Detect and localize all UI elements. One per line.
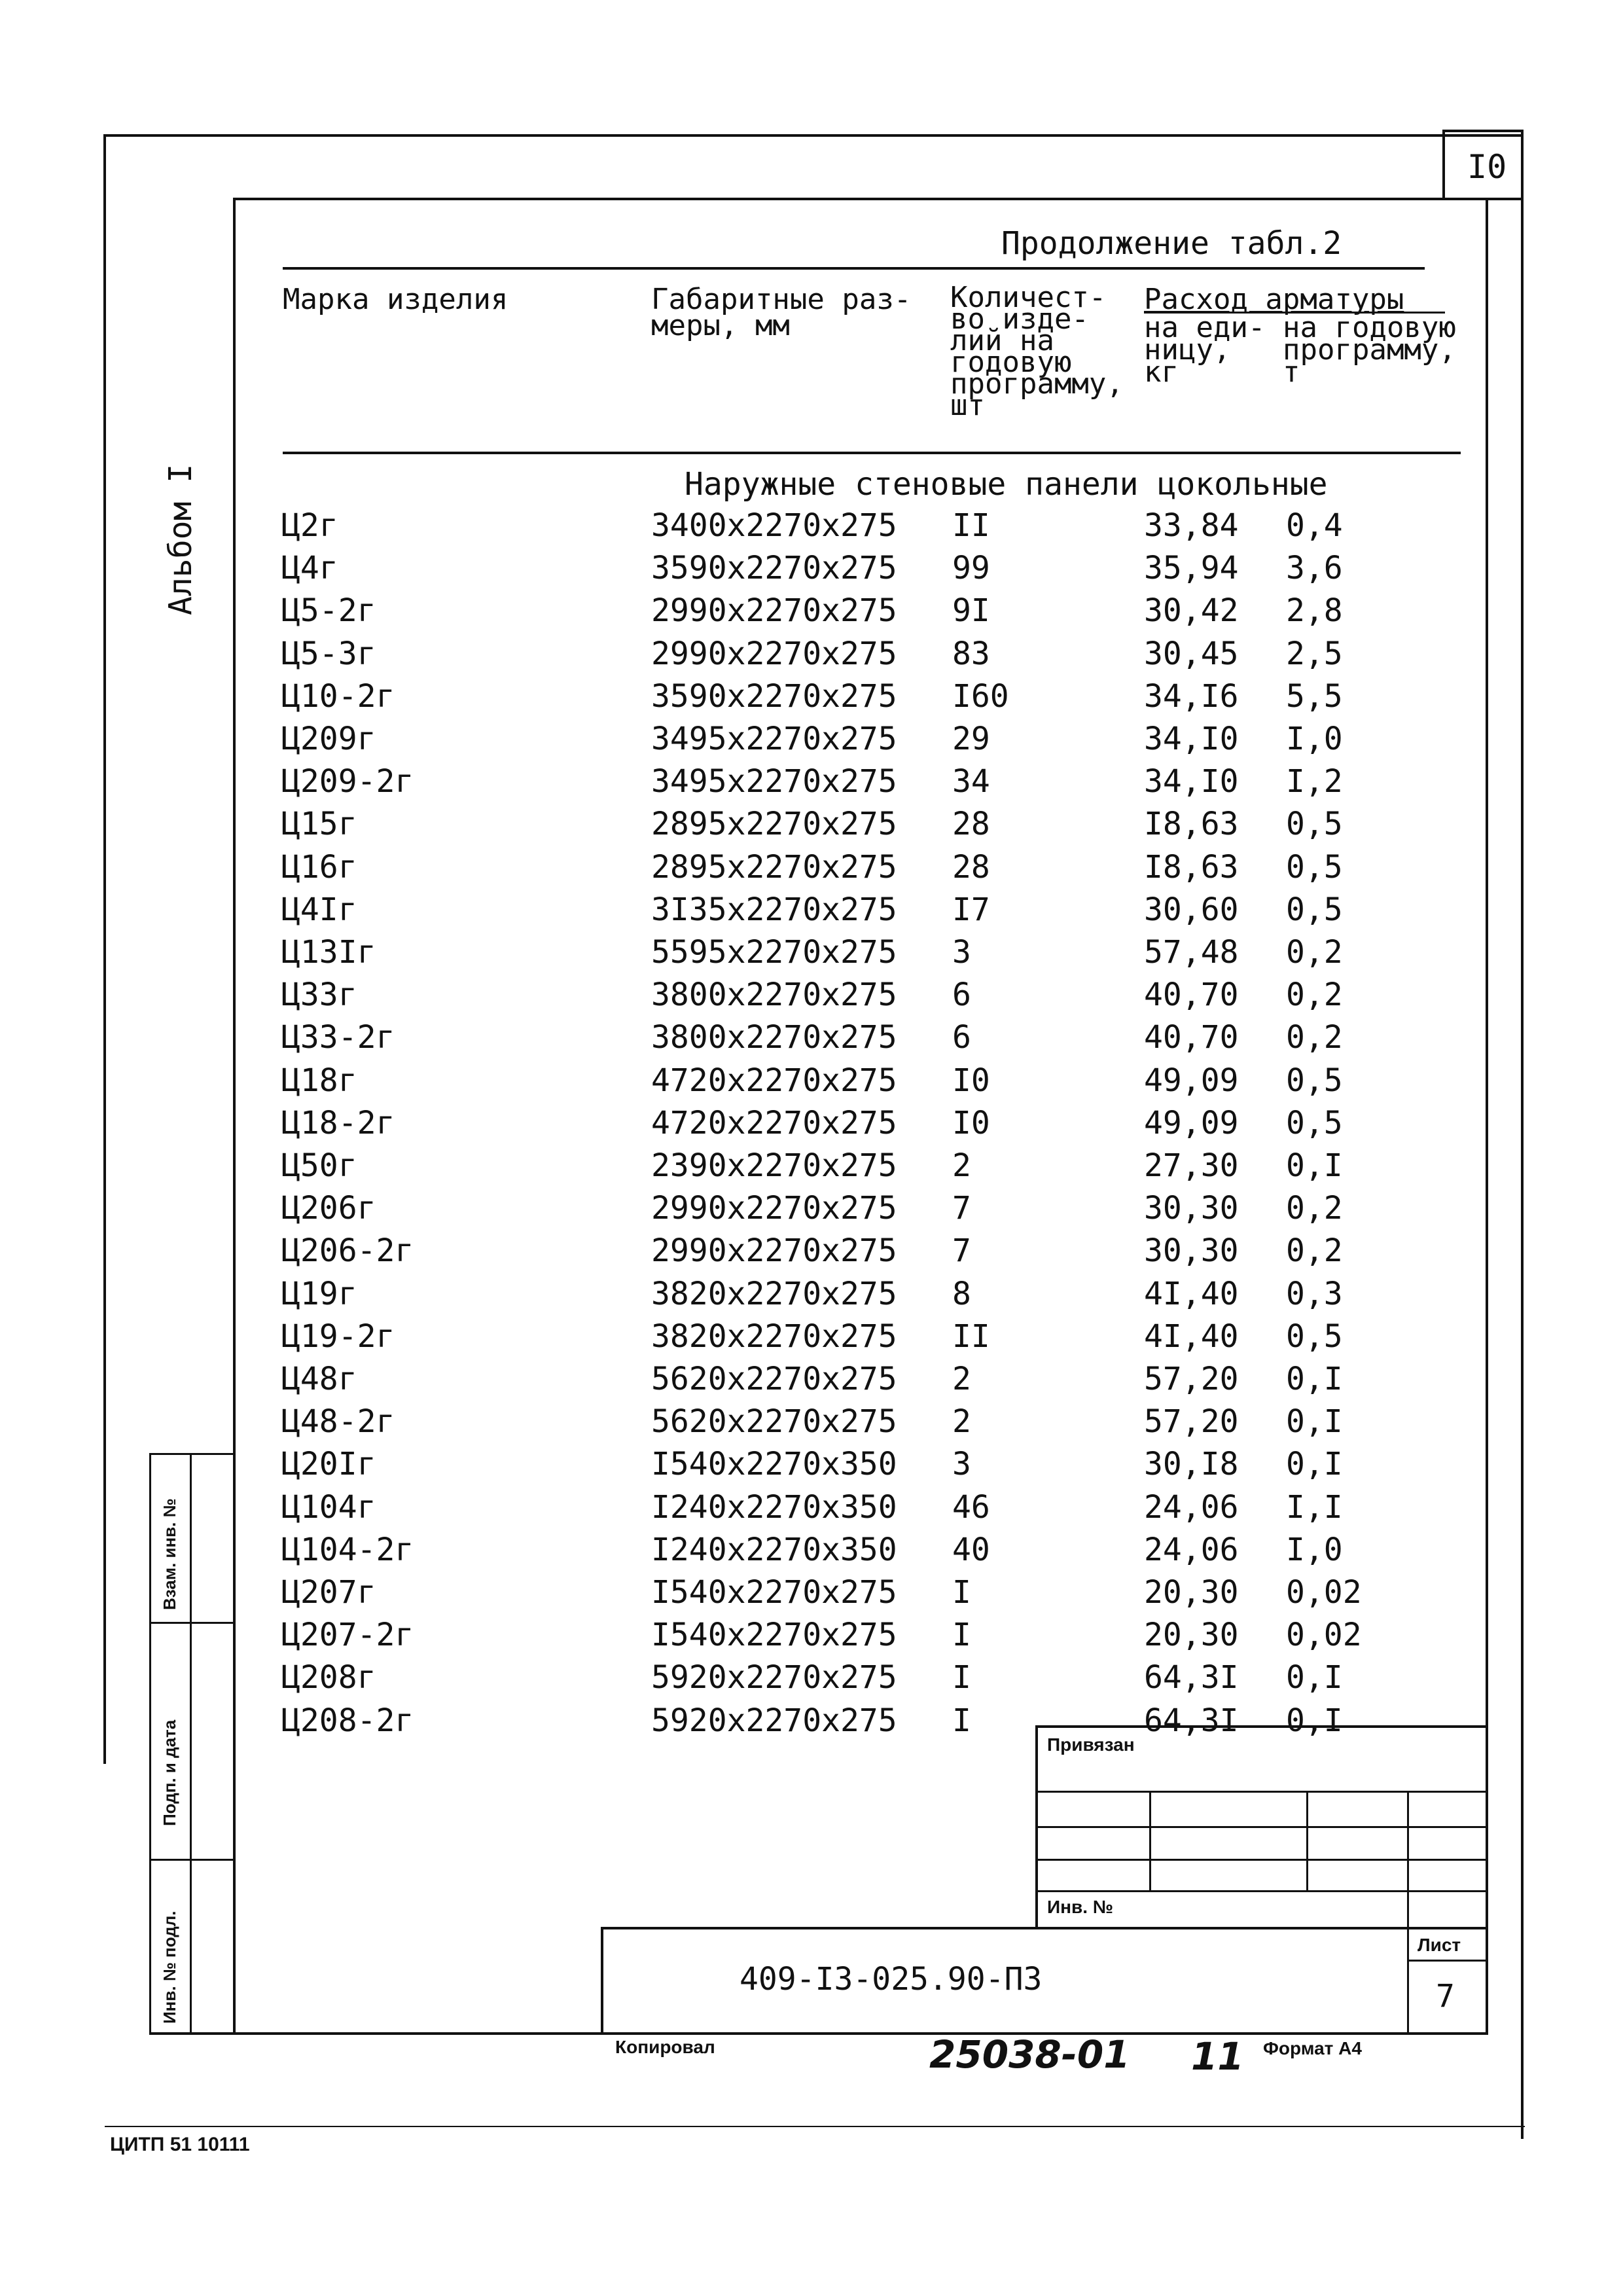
header-rebar-group: Расход арматуры [1144, 283, 1404, 316]
row-qty: 99 [952, 550, 990, 587]
row-qty: 40 [952, 1531, 990, 1568]
row-per-program: 0,5 [1286, 1318, 1343, 1355]
row-per-program: 0,I [1286, 1361, 1343, 1397]
row-dims: 4720x2270x275 [651, 1062, 897, 1099]
table-row [0, 846, 1623, 889]
footer-index: 11 [1191, 2034, 1244, 2079]
row-qty: 7 [952, 1190, 971, 1227]
row-per-program: 0,I [1286, 1446, 1343, 1483]
header-dims: Габаритные раз- меры, мм [651, 283, 912, 342]
row-mark: Ц208г [281, 1659, 376, 1696]
table-row [0, 589, 1623, 632]
row-mark: Ц33-2г [281, 1019, 395, 1056]
row-mark: Ц4Iг [281, 891, 357, 928]
footer-printer: ЦИТП 51 10111 [110, 2134, 250, 2155]
row-per-program: 2,8 [1286, 592, 1343, 630]
row-per-unit: 24,06 [1144, 1488, 1239, 1526]
sheet-number-box-left [1442, 130, 1445, 199]
header-rule-top [283, 267, 1425, 270]
row-dims: 3590x2270x275 [651, 677, 897, 715]
row-mark: Ц13Iг [281, 934, 376, 971]
row-per-unit: 34,I0 [1144, 763, 1239, 800]
row-per-unit: 24,06 [1144, 1531, 1239, 1568]
row-qty: I60 [952, 677, 1009, 715]
table-row [0, 1656, 1623, 1699]
sheet-number: I0 [1467, 148, 1507, 186]
table-row [0, 717, 1623, 761]
row-mark: Ц209г [281, 721, 376, 757]
row-dims: 2990x2270x275 [651, 635, 897, 672]
row-per-unit: 4I,40 [1144, 1275, 1239, 1312]
outer-frame-top [103, 134, 1524, 137]
header-rule-bottom [283, 452, 1461, 454]
row-per-program: I,I [1286, 1488, 1343, 1526]
side-stamp-left [149, 1453, 151, 2032]
row-per-unit: 20,30 [1144, 1574, 1239, 1611]
stamp-main-top [601, 1927, 1488, 1929]
header-qty: Количест- во изде- лий на годовую программу, шт [950, 281, 1124, 422]
row-mark: Ц16г [281, 848, 357, 886]
row-mark: Ц206-2г [281, 1232, 414, 1270]
table-row [0, 1229, 1623, 1272]
row-mark: Ц19-2г [281, 1318, 395, 1355]
header-mark: Марка изделия [283, 283, 508, 316]
row-dims: 3400x2270x275 [651, 507, 897, 544]
row-per-program: 0,4 [1286, 507, 1343, 544]
row-per-program: 0,I [1286, 1702, 1343, 1739]
album-label: Альбом I [162, 463, 199, 615]
table-row [0, 1357, 1623, 1401]
row-dims: 2990x2270x275 [651, 1190, 897, 1227]
row-mark: Ц15г [281, 806, 357, 843]
row-dims: I540x2270x275 [651, 1574, 897, 1611]
row-dims: 5920x2270x275 [651, 1702, 897, 1739]
stamp-row-1 [1035, 1791, 1488, 1793]
row-mark: Ц104г [281, 1488, 376, 1526]
stamp-linked-label: Привязан [1047, 1734, 1135, 1755]
row-per-program: 0,5 [1286, 1104, 1343, 1141]
row-mark: Ц48г [281, 1361, 357, 1397]
row-qty: 3 [952, 1446, 971, 1483]
row-per-program: 0,5 [1286, 891, 1343, 928]
stamp-col-3 [1407, 1791, 1409, 2033]
row-per-unit: I8,63 [1144, 848, 1239, 886]
row-qty: 3 [952, 934, 971, 971]
section-title: Наружные стеновые панели цокольные [685, 466, 1328, 503]
row-dims: I240x2270x350 [651, 1531, 897, 1568]
row-per-program: 0,02 [1286, 1574, 1362, 1611]
side-stamp-div2 [149, 1859, 234, 1861]
row-per-unit: 30,30 [1144, 1232, 1239, 1270]
sheet-label: Лист [1418, 1935, 1461, 1955]
row-mark: Ц5-2г [281, 592, 376, 630]
row-per-unit: 4I,40 [1144, 1318, 1239, 1355]
row-qty: 2 [952, 1361, 971, 1397]
row-qty: II [952, 1318, 990, 1355]
inner-frame-top [233, 198, 1522, 200]
table-row [0, 1315, 1623, 1358]
side-stamp-div1 [149, 1622, 234, 1624]
table-row [0, 547, 1623, 590]
table-row [0, 504, 1623, 547]
row-mark: Ц207-2г [281, 1617, 414, 1654]
row-per-program: 2,5 [1286, 635, 1343, 672]
table-row [0, 888, 1623, 931]
row-mark: Ц208-2г [281, 1702, 414, 1739]
row-mark: Ц18-2г [281, 1104, 395, 1141]
side-label-inv-orig: Инв. № подл. [160, 1910, 179, 2024]
row-per-program: 0,02 [1286, 1617, 1362, 1654]
side-stamp-mid [190, 1453, 192, 2032]
row-qty: 28 [952, 806, 990, 843]
table-row [0, 1102, 1623, 1145]
stamp-row-2 [1035, 1826, 1488, 1828]
continuation-title: Продолжение табл.2 [1001, 225, 1342, 262]
row-qty: I [952, 1659, 971, 1696]
row-per-program: 0,I [1286, 1147, 1343, 1184]
stamp-inv-label: Инв. № [1047, 1897, 1114, 1917]
stamp-main-left [601, 1927, 603, 2035]
table-row [0, 1059, 1623, 1102]
row-per-program: 0,5 [1286, 806, 1343, 843]
row-mark: Ц33г [281, 977, 357, 1014]
table-row [0, 1400, 1623, 1443]
row-qty: I [952, 1702, 971, 1739]
footer-number: 25038-01 [929, 2032, 1130, 2077]
row-mark: Ц104-2г [281, 1531, 414, 1568]
table-row [0, 675, 1623, 718]
table-row [0, 802, 1623, 846]
row-per-program: 0,5 [1286, 848, 1343, 886]
row-per-program: 0,2 [1286, 977, 1343, 1014]
row-qty: 83 [952, 635, 990, 672]
table-row [0, 1272, 1623, 1316]
table-row [0, 1699, 1623, 1742]
row-qty: 34 [952, 763, 990, 800]
row-per-program: 0,5 [1286, 1062, 1343, 1099]
row-per-unit: 40,70 [1144, 1019, 1239, 1056]
row-dims: I240x2270x350 [651, 1488, 897, 1526]
row-dims: 5920x2270x275 [651, 1659, 897, 1696]
row-per-program: 5,5 [1286, 677, 1343, 715]
row-dims: 3800x2270x275 [651, 977, 897, 1014]
row-per-program: I,0 [1286, 721, 1343, 757]
side-label-swap-inv: Взам. инв. № [160, 1498, 179, 1610]
row-qty: 28 [952, 848, 990, 886]
stamp-col-2 [1306, 1791, 1308, 1890]
row-per-unit: 30,60 [1144, 891, 1239, 928]
row-dims: I540x2270x275 [651, 1617, 897, 1654]
row-qty: 6 [952, 1019, 971, 1056]
row-qty: 2 [952, 1147, 971, 1184]
row-per-program: 0,2 [1286, 1232, 1343, 1270]
row-dims: 3820x2270x275 [651, 1275, 897, 1312]
row-dims: 3800x2270x275 [651, 1019, 897, 1056]
row-mark: Ц209-2г [281, 763, 414, 800]
row-per-unit: 30,I8 [1144, 1446, 1239, 1483]
row-dims: 2895x2270x275 [651, 848, 897, 886]
row-dims: 2990x2270x275 [651, 592, 897, 630]
sheet-number-box-top [1442, 130, 1524, 132]
row-mark: Ц207г [281, 1574, 376, 1611]
row-per-program: I,0 [1286, 1531, 1343, 1568]
row-per-unit: 57,20 [1144, 1403, 1239, 1441]
row-dims: I540x2270x350 [651, 1446, 897, 1483]
row-qty: II [952, 507, 990, 544]
table-row [0, 760, 1623, 803]
row-qty: 7 [952, 1232, 971, 1270]
row-per-unit: 33,84 [1144, 507, 1239, 544]
sheet-label-rule [1407, 1960, 1488, 1962]
row-per-unit: 34,I0 [1144, 721, 1239, 757]
side-stamp-top [149, 1453, 234, 1455]
row-per-unit: 64,3I [1144, 1659, 1239, 1696]
row-qty: 2 [952, 1403, 971, 1441]
table-row [0, 1613, 1623, 1657]
row-dims: 3495x2270x275 [651, 721, 897, 757]
row-qty: I0 [952, 1062, 990, 1099]
row-qty: 29 [952, 721, 990, 757]
row-per-unit: 49,09 [1144, 1104, 1239, 1141]
stamp-row-4 [1035, 1890, 1488, 1892]
inner-frame-bottom [149, 2032, 1488, 2035]
table-row [0, 1528, 1623, 1571]
row-per-unit: 57,20 [1144, 1361, 1239, 1397]
row-dims: 3590x2270x275 [651, 550, 897, 587]
row-qty: I [952, 1574, 971, 1611]
table-row [0, 931, 1623, 974]
row-per-program: 0,2 [1286, 934, 1343, 971]
row-per-unit: 64,3I [1144, 1702, 1239, 1739]
table-row [0, 1486, 1623, 1529]
row-per-program: 0,I [1286, 1659, 1343, 1696]
stamp-col-1 [1149, 1791, 1151, 1890]
row-per-unit: 49,09 [1144, 1062, 1239, 1099]
row-qty: I7 [952, 891, 990, 928]
row-per-program: 0,3 [1286, 1275, 1343, 1312]
table-row [0, 632, 1623, 675]
row-mark: Ц10-2г [281, 677, 395, 715]
row-qty: 6 [952, 977, 971, 1014]
footer-format: Формат А4 [1263, 2038, 1362, 2058]
row-mark: Ц4г [281, 550, 338, 587]
row-qty: 8 [952, 1275, 971, 1312]
row-qty: 46 [952, 1488, 990, 1526]
row-mark: Ц19г [281, 1275, 357, 1312]
sheet-value: 7 [1436, 1978, 1455, 2015]
row-per-unit: 40,70 [1144, 977, 1239, 1014]
row-dims: 2895x2270x275 [651, 806, 897, 843]
row-per-program: 3,6 [1286, 550, 1343, 587]
row-dims: 4720x2270x275 [651, 1104, 897, 1141]
row-per-program: I,2 [1286, 763, 1343, 800]
table-row [0, 1144, 1623, 1187]
row-dims: 5595x2270x275 [651, 934, 897, 971]
table-row [0, 1443, 1623, 1486]
row-per-program: 0,I [1286, 1403, 1343, 1441]
row-per-program: 0,2 [1286, 1019, 1343, 1056]
table-row [0, 1016, 1623, 1059]
stamp-top [1035, 1725, 1488, 1728]
row-per-unit: 35,94 [1144, 550, 1239, 587]
side-label-sign-date: Подп. и дата [160, 1719, 179, 1826]
row-per-unit: 20,30 [1144, 1617, 1239, 1654]
header-per-program: на годовую программу, т [1283, 311, 1456, 389]
row-mark: Ц2г [281, 507, 338, 544]
row-dims: 2390x2270x275 [651, 1147, 897, 1184]
row-qty: 9I [952, 592, 990, 630]
row-mark: Ц5-3г [281, 635, 376, 672]
table-row [0, 1571, 1623, 1614]
footer-copied: Копировал [615, 2037, 715, 2057]
footer-rule [105, 2126, 1525, 2127]
table-row [0, 973, 1623, 1016]
row-dims: 5620x2270x275 [651, 1403, 897, 1441]
row-per-unit: 57,48 [1144, 934, 1239, 971]
row-mark: Ц48-2г [281, 1403, 395, 1441]
row-per-unit: 30,30 [1144, 1190, 1239, 1227]
row-per-unit: 27,30 [1144, 1147, 1239, 1184]
row-dims: 3I35x2270x275 [651, 891, 897, 928]
row-dims: 3495x2270x275 [651, 763, 897, 800]
header-per-unit: на еди- ницу, кг [1144, 311, 1266, 389]
row-per-program: 0,2 [1286, 1190, 1343, 1227]
document-code: 409-I3-025.90-ПЗ [740, 1961, 1043, 1998]
row-per-unit: I8,63 [1144, 806, 1239, 843]
row-per-unit: 30,42 [1144, 592, 1239, 630]
row-mark: Ц50г [281, 1147, 357, 1184]
row-mark: Ц18г [281, 1062, 357, 1099]
table-row [0, 1187, 1623, 1230]
row-mark: Ц206г [281, 1190, 376, 1227]
row-per-unit: 34,I6 [1144, 677, 1239, 715]
row-qty: I [952, 1617, 971, 1654]
row-qty: I0 [952, 1104, 990, 1141]
row-per-unit: 30,45 [1144, 635, 1239, 672]
stamp-row-3 [1035, 1859, 1488, 1861]
table-body [0, 504, 1623, 1780]
row-dims: 3820x2270x275 [651, 1318, 897, 1355]
row-dims: 2990x2270x275 [651, 1232, 897, 1270]
row-mark: Ц20Iг [281, 1446, 376, 1483]
row-dims: 5620x2270x275 [651, 1361, 897, 1397]
